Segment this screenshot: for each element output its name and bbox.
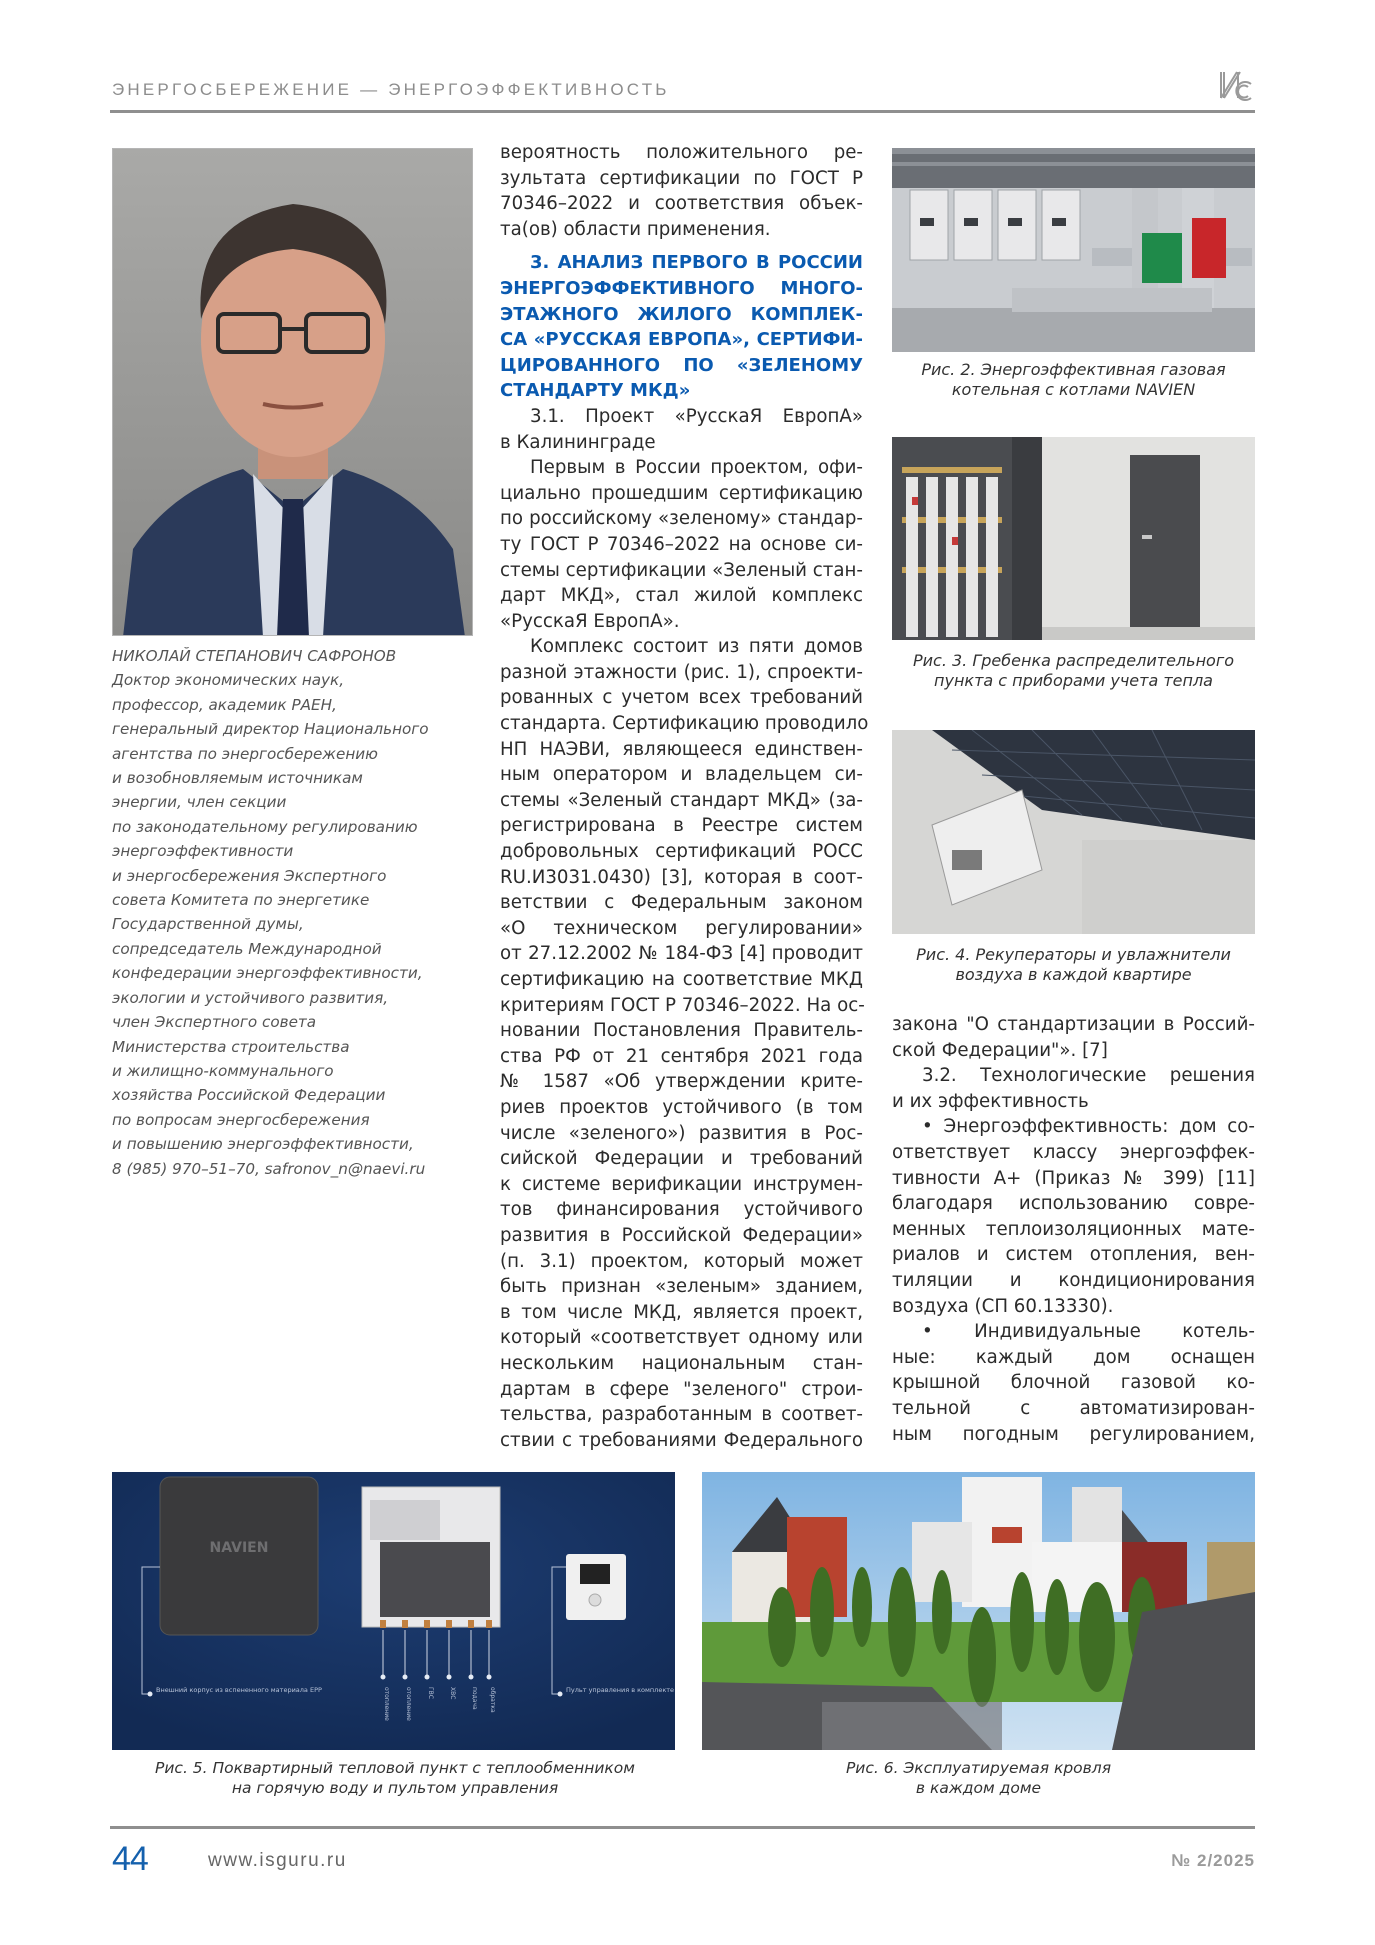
fig2-caption: [892, 360, 1255, 400]
text-line: тельной с автоматизирован-: [892, 1397, 1255, 1419]
caption-line: воздуха в каждой квартире: [955, 965, 1192, 984]
text-line: благодаря использованию совре-: [892, 1193, 1255, 1215]
epp-casing: [160, 1477, 318, 1635]
text-line: НП НАЭВИ, являющееся единствен-: [500, 738, 863, 760]
text-line: и их эффективность: [892, 1090, 1089, 1112]
fig5-caption: [100, 1758, 690, 1798]
author-portrait-photo: [112, 148, 473, 636]
text-line: ствии с требованиями Федерального: [500, 1429, 863, 1451]
text-line: RU.И3031.0430) [3], которая в соот-: [500, 866, 863, 888]
bio-line: Доктор экономических наук,: [112, 671, 345, 690]
fig2-boiler-room-photo: [892, 148, 1255, 352]
heading-line: СТАНДАРТУ МКД»: [500, 380, 691, 402]
subsection-3-1-title: [500, 404, 863, 455]
text-line: нескольким национальным стан-: [500, 1352, 863, 1374]
text-line: • Индивидуальные котель-: [922, 1321, 1255, 1343]
bio-line: энергии, член секции: [112, 793, 287, 812]
paragraph-complex: [500, 634, 869, 1453]
text-line: от 27.12.2002 № 184-ФЗ [4] проводит: [500, 943, 863, 965]
caption-line: в каждом доме: [915, 1779, 1042, 1797]
text-line: тов финансирования устойчивого: [500, 1199, 863, 1221]
caption-line: Рис. 6. Эксплуатируемая кровля: [845, 1759, 1112, 1777]
text-line: риев проектов устойчивого (в том: [500, 1096, 863, 1118]
bio-line: член Экспертного совета: [112, 1013, 317, 1032]
text-line: ным погодным регулированием,: [892, 1423, 1255, 1445]
fig6-roof-garden-photo: [702, 1472, 1255, 1750]
text-line: в Калининграде: [500, 431, 656, 453]
bio-line: Государственной думы,: [112, 915, 304, 934]
issue-number: № 2/2025: [1171, 1851, 1255, 1870]
text-line: рованных с учетом всех требований: [500, 687, 863, 709]
section-3-heading: [500, 250, 863, 404]
bio-line: совета Комитета по энергетике: [112, 891, 370, 910]
fig5-heat-point-diagram: [112, 1472, 675, 1750]
bio-line: и возобновляемым источникам: [112, 769, 363, 788]
text-line: стемы «Зеленый стандарт МКД» (за-: [500, 789, 863, 811]
subsection-3-2-title: [892, 1063, 1255, 1114]
pipe-label: ХВС: [449, 1687, 456, 1700]
law-continuation: [892, 1012, 1255, 1063]
text-line: ту ГОСТ Р 70346–2022 на основе си-: [500, 533, 863, 555]
text-line: та(ов) области применения.: [500, 218, 771, 240]
caption-line: на горячую воду и пультом управления: [231, 1779, 559, 1797]
bio-line: и повышению энергоэффективности,: [112, 1135, 414, 1154]
text-line: крышной блочной газовой ко-: [892, 1372, 1255, 1394]
pipe-label: отопление: [405, 1687, 412, 1721]
text-line: ответствует классу энергоэффек-: [892, 1141, 1255, 1163]
pipe-label: ГВС: [427, 1687, 434, 1699]
text-line: дартам в сфере "зеленого" строи-: [500, 1378, 863, 1400]
text-line: тивности А+ (Приказ № 399) [11]: [892, 1167, 1255, 1189]
text-line: ской Федерации"». [7]: [892, 1039, 1108, 1061]
text-line: разной этажности (рис. 1), спроекти-: [500, 661, 863, 683]
footer-divider: [110, 1826, 1255, 1829]
bio-line: генеральный директор Национального: [112, 720, 429, 739]
text-line: • Энергоэффективность: дом со-: [922, 1116, 1255, 1138]
heading-line: СА «РУССКАЯ ЕВРОПА», СЕРТИФИ-: [500, 329, 863, 351]
bio-line: по вопросам энергосбережения: [112, 1110, 370, 1129]
article-column-right: [892, 1012, 1255, 1447]
bio-line: хозяйства Российской Федерации: [112, 1086, 386, 1105]
caption-line: Рис. 5. Поквартирный тепловой пункт с теплообменником: [155, 1759, 635, 1777]
text-line: в том числе МКД, является проект,: [500, 1301, 863, 1323]
text-line: дарт МКД», стал жилой комплекс: [500, 585, 863, 607]
text-line: ства РФ от 21 сентября 2021 года: [500, 1045, 863, 1067]
text-line: новании Постановления Правитель-: [500, 1020, 863, 1042]
fig4-recuperator-photo: [892, 730, 1255, 934]
text-line: циально прошедшим сертификацию: [500, 482, 863, 504]
heading-line: ЦИРОВАННОГО ПО «ЗЕЛЕНОМУ: [500, 354, 863, 376]
text-line: 3.2. Технологические решения: [922, 1065, 1255, 1087]
heading-line: ЭНЕРГОЭФФЕКТИВНОГО МНОГО-: [500, 277, 863, 299]
bio-line: Министерства строительства: [112, 1037, 350, 1056]
text-line: стандарта. Сертификацию проводило: [500, 713, 869, 735]
text-line: «РусскаЯ ЕвропА».: [500, 610, 680, 632]
bio-line: экологии и устойчивого развития,: [112, 988, 389, 1007]
heading-line: ЭТАЖНОГО ЖИЛОГО КОМПЛЕК-: [500, 303, 863, 325]
text-line: закона "О стандартизации в Россий-: [892, 1014, 1255, 1035]
bio-line: по законодательному регулированию: [112, 817, 418, 836]
magazine-logo-icon: [1215, 66, 1255, 106]
text-line: добровольных сертификаций РОСС: [500, 841, 863, 863]
caption-line: Рис. 4. Рекуператоры и увлажнители: [916, 945, 1231, 964]
caption-line: котельная с котлами NAVIEN: [951, 380, 1196, 399]
bio-line: конфедерации энергоэффективности,: [112, 964, 423, 983]
text-line: числе «зеленого») развития в Рос-: [500, 1122, 863, 1144]
text-line: Первым в России проектом, офи-: [530, 457, 863, 479]
text-line: воздуха (СП 60.13330).: [892, 1295, 1114, 1317]
text-line: ветствии с Федеральным законом: [500, 892, 863, 914]
text-line: регистрирована в Реестре систем: [500, 815, 863, 837]
page-header: [110, 66, 1255, 116]
fig6-caption: [702, 1758, 1255, 1798]
text-line: к системе верификации инструмен-: [500, 1173, 863, 1195]
bio-line: агентства по энергосбережению: [112, 744, 378, 763]
text-line: 3.1. Проект «РусскаЯ ЕвропА»: [530, 405, 863, 427]
text-line: менных теплоизоляционных мате-: [892, 1218, 1255, 1240]
text-line: по российскому «зеленому» стандар-: [500, 508, 863, 530]
intro-paragraph: [500, 140, 863, 242]
bio-line: энергоэффективности: [112, 842, 294, 861]
text-line: сертификацию на соответствие МКД: [500, 969, 863, 990]
fig4-caption: [892, 945, 1255, 985]
caption-line: Рис. 2. Энергоэффективная газовая: [921, 360, 1226, 379]
text-line: ным оператором и владельцем си-: [500, 764, 863, 786]
text-line: вероятность положительного ре-: [500, 142, 863, 163]
text-line: который «соответствует одному или: [500, 1327, 863, 1349]
section-title: ЭНЕРГОСБЕРЕЖЕНИЕ — ЭНЕРГОЭФФЕКТИВНОСТЬ: [112, 80, 670, 99]
heading-line: 3. АНАЛИЗ ПЕРВОГО В РОССИИ: [530, 252, 863, 274]
bio-line: и жилищно-коммунального: [112, 1061, 334, 1080]
bullet-individual-boilers: [892, 1319, 1255, 1447]
author-name: НИКОЛАЙ СТЕПАНОВИЧ САФРОНОВ: [112, 647, 397, 665]
text-line: (п. 3.1) проектом, который может: [500, 1250, 863, 1272]
text-line: «О техническом регулировании»: [500, 917, 863, 939]
portrait-illustration: [113, 149, 473, 636]
text-line: критериям ГОСТ Р 70346–2022. На ос-: [500, 994, 865, 1016]
text-line: тельства, разработанным в соответ-: [500, 1404, 863, 1426]
website-link[interactable]: www.isguru.ru: [208, 1850, 347, 1871]
pipe-label: подача: [471, 1687, 478, 1710]
text-line: быть признан «зеленым» зданием,: [500, 1276, 863, 1298]
text-line: Комплекс состоит из пяти домов: [530, 636, 863, 658]
text-line: ные: каждый дом оснащен: [892, 1346, 1255, 1368]
bio-line: профессор, академик РАЕН,: [112, 695, 337, 714]
fig3-caption: [892, 651, 1255, 691]
author-contacts: 8 (985) 970–51–70, safronov_n@naevi.ru: [112, 1159, 426, 1178]
caption-line: пункта с приборами учета тепла: [934, 671, 1213, 690]
text-line: сийской Федерации и требований: [500, 1148, 863, 1170]
text-line: № 1587 «Об утверждении крите-: [500, 1071, 863, 1093]
pipe-label: обратка: [489, 1687, 496, 1713]
text-line: развития в Российской Федерации»: [500, 1224, 863, 1246]
navien-brand-text: NAVIEN: [209, 1540, 269, 1556]
text-line: тиляции и кондиционирования: [892, 1269, 1255, 1291]
paragraph-first-certified: [500, 455, 863, 634]
controller-label: Пульт управления в комплекте: [566, 1686, 675, 1694]
author-bio: [112, 644, 482, 1181]
text-line: стемы сертификации «Зеленый стан-: [500, 559, 863, 581]
bullet-energy-efficiency: [892, 1114, 1255, 1319]
article-column-middle: [500, 140, 869, 1453]
pipe-label: отопление: [383, 1687, 390, 1721]
bio-line: сопредседатель Международной: [112, 939, 382, 958]
fig3-manifold-photo: [892, 437, 1255, 640]
text-line: 70346–2022 и соответствия объек-: [500, 193, 863, 215]
caption-line: Рис. 3. Гребенка распределительного: [912, 651, 1235, 670]
text-line: зультата сертификации по ГОСТ Р: [500, 167, 863, 189]
text-line: риалов и систем отопления, вен-: [892, 1244, 1255, 1266]
header-divider: [110, 110, 1255, 113]
epp-label: Внешний корпус из вспененного материала EPP: [156, 1686, 322, 1694]
page-number: 44: [112, 1840, 148, 1878]
bio-line: и энергосбережения Экспертного: [112, 866, 387, 885]
